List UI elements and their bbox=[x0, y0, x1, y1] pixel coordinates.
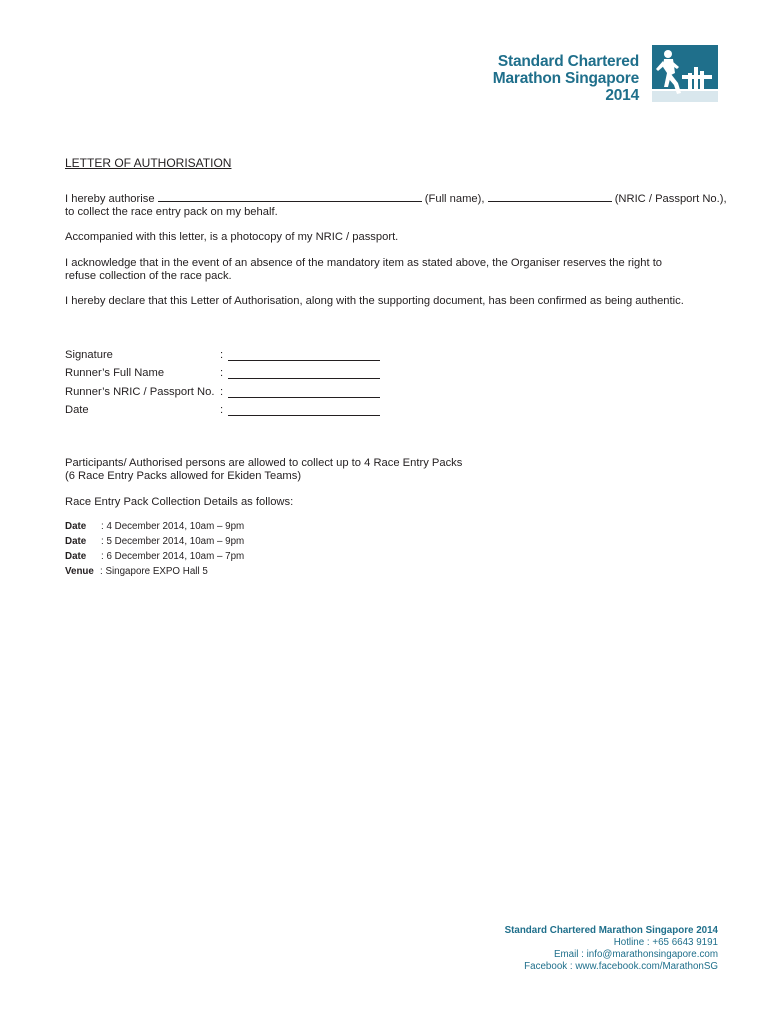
allowance-line-2: (6 Race Entry Packs allowed for Ekiden Teams) bbox=[65, 470, 302, 482]
footer-email: Email : info@marathonsingapore.com bbox=[553, 949, 718, 960]
field-label: Runner’s NRIC / Passport No. bbox=[65, 386, 215, 398]
field-separator: : bbox=[220, 386, 224, 398]
schedule-key: Date bbox=[65, 521, 87, 532]
signature-input-line[interactable] bbox=[228, 360, 380, 361]
field-separator: : bbox=[220, 349, 224, 361]
brand-line-2: Marathon Singapore bbox=[492, 70, 639, 87]
date-input-line[interactable] bbox=[228, 415, 380, 416]
field-label: Runner’s Full Name bbox=[65, 367, 165, 379]
footer-title: Standard Chartered Marathon Singapore 2014 bbox=[504, 925, 718, 936]
full-name-hint: (Full name), bbox=[424, 193, 485, 205]
allowance-line-1: Participants/ Authorised persons are allowed to collect up to 4 Race Entry Packs bbox=[65, 457, 463, 469]
schedule-value: : Singapore EXPO Hall 5 bbox=[100, 566, 208, 577]
event-brand-title bbox=[493, 53, 639, 104]
allowance-note bbox=[65, 457, 715, 483]
schedule-key: Date bbox=[65, 536, 87, 547]
acknowledge-paragraph: I acknowledge that in the event of an absence of the mandatory item as stated above, the Organiser reserves the right to refuse collection of the race pack. bbox=[65, 257, 663, 282]
authorise-paragraph bbox=[65, 191, 727, 219]
brand-line-1: Standard Chartered bbox=[497, 53, 639, 70]
brand-line-3: 2014 bbox=[605, 87, 639, 104]
full-name-blank-line[interactable] bbox=[158, 191, 422, 202]
declare-paragraph: I hereby declare that this Letter of Authorisation, along with the supporting document, has been confirmed as being authentic. bbox=[65, 295, 684, 307]
field-label: Date bbox=[65, 404, 89, 416]
runner-nric-input-line[interactable] bbox=[228, 397, 380, 398]
field-separator: : bbox=[220, 404, 224, 416]
marathon-runner-logo-icon bbox=[652, 45, 718, 102]
footer-facebook: Facebook : www.facebook.com/MarathonSG bbox=[524, 961, 718, 972]
runner-full-name-input-line[interactable] bbox=[228, 378, 380, 379]
footer-hotline: Hotline : +65 6643 9191 bbox=[613, 937, 718, 948]
collection-heading: Race Entry Pack Collection Details as follows: bbox=[65, 496, 294, 508]
schedule-value: : 6 December 2014, 10am – 7pm bbox=[101, 551, 245, 562]
letter-title: LETTER OF AUTHORISATION bbox=[65, 156, 232, 170]
authorise-line-2: to collect the race entry pack on my behalf. bbox=[65, 206, 278, 218]
accompanied-paragraph: Accompanied with this letter, is a photocopy of my NRIC / passport. bbox=[65, 231, 399, 243]
authorise-prefix: I hereby authorise bbox=[65, 193, 155, 205]
schedule-key: Date bbox=[65, 551, 87, 562]
schedule-value: : 5 December 2014, 10am – 9pm bbox=[101, 536, 245, 547]
nric-blank-line[interactable] bbox=[488, 191, 612, 202]
nric-hint: (NRIC / Passport No.), bbox=[614, 193, 727, 205]
field-separator: : bbox=[220, 367, 224, 379]
contact-footer bbox=[505, 925, 718, 973]
field-label: Signature bbox=[65, 349, 113, 361]
schedule-key: Venue bbox=[65, 566, 94, 577]
schedule-value: : 4 December 2014, 10am – 9pm bbox=[101, 521, 245, 532]
